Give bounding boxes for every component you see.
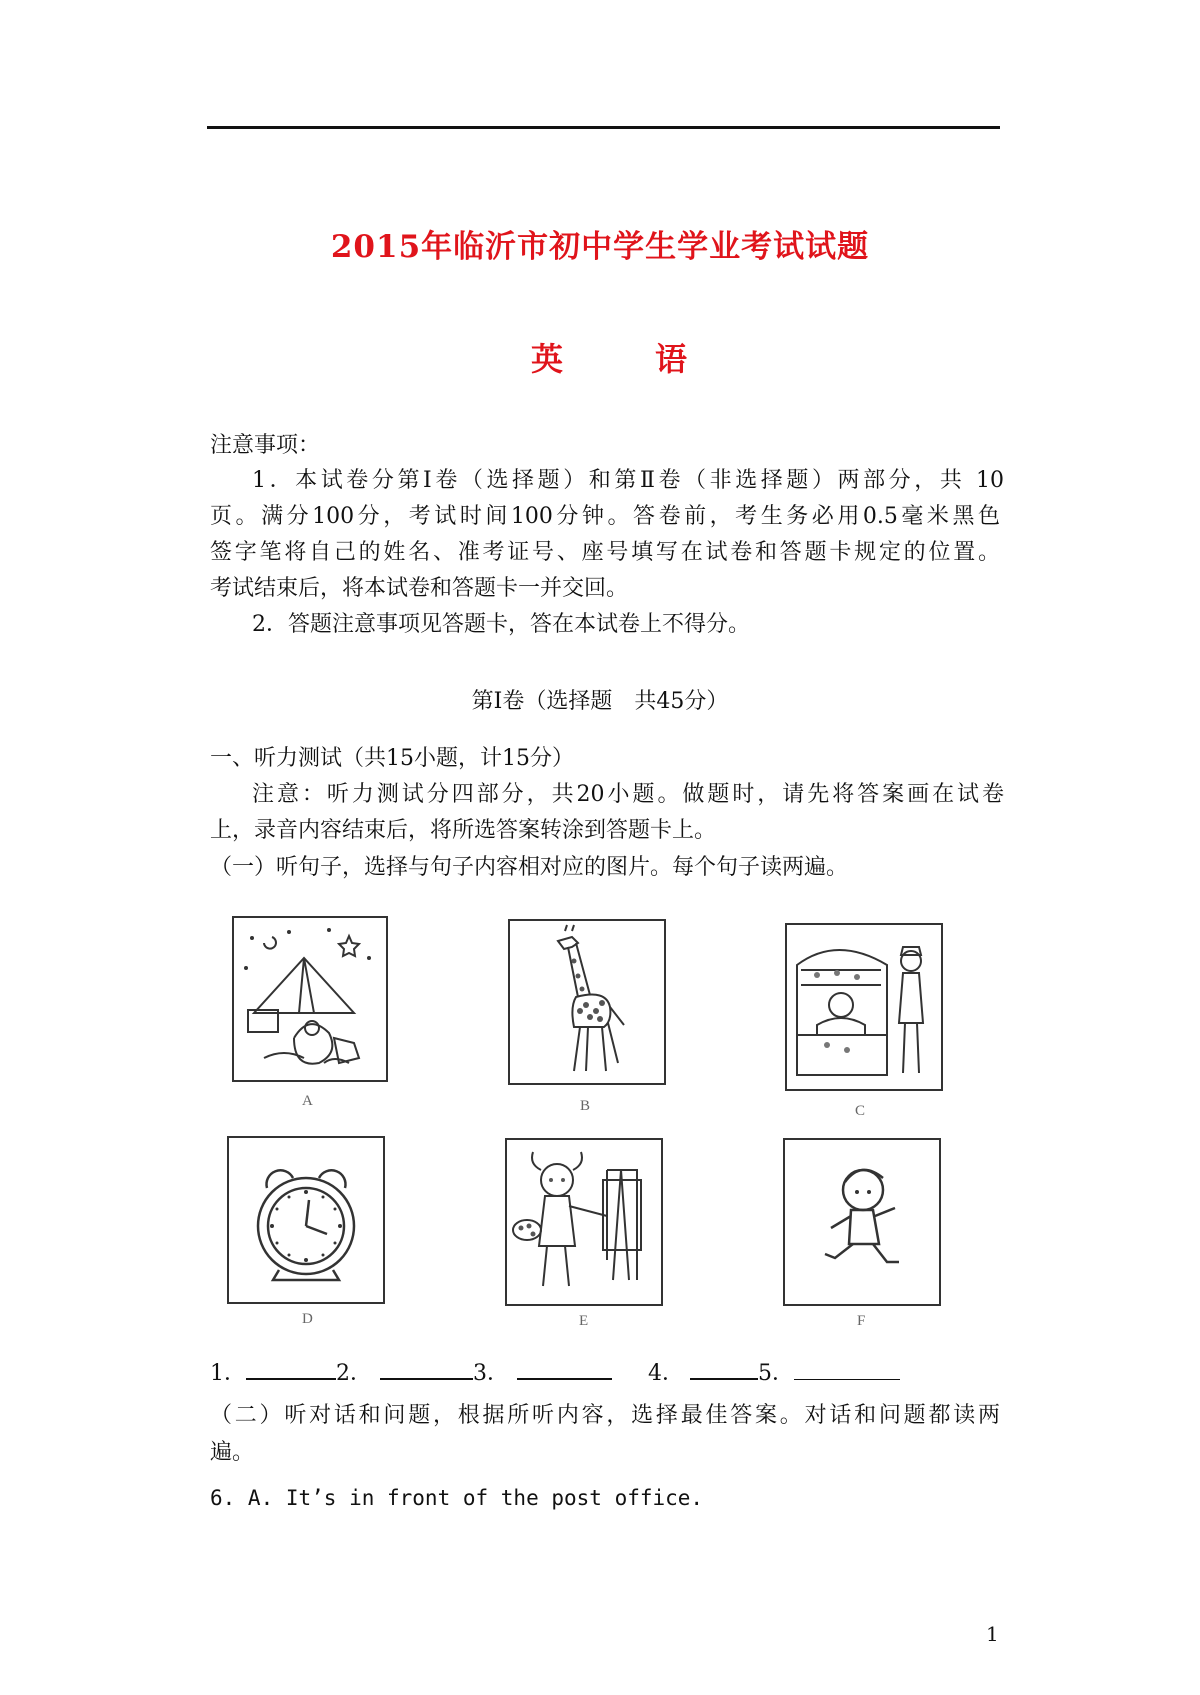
bedroom-boy-icon: [787, 925, 941, 1089]
answer-label-4: 4．: [648, 1361, 684, 1386]
answer-label-1: 1．: [210, 1361, 246, 1386]
answer-blanks-row: [210, 1356, 900, 1387]
sub1-instruction: （一）听句子，选择与句子内容相对应的图片。每个句子读两遍。: [210, 855, 849, 880]
picture-e-label: E: [579, 1313, 589, 1329]
picture-d[interactable]: [227, 1136, 385, 1304]
answer-blank-1[interactable]: [246, 1358, 336, 1380]
picture-f[interactable]: [783, 1138, 941, 1306]
picture-a-label: A: [302, 1093, 313, 1109]
picture-d-label: D: [302, 1311, 313, 1327]
camping-tent-icon: [234, 918, 386, 1080]
girl-painting-icon: [507, 1140, 661, 1304]
alarm-clock-icon: [229, 1138, 383, 1302]
notice-item-1-line-2: 页。满分100分，考试时间100分钟。答卷前，考生务必用0.5毫米黑色: [210, 504, 1000, 529]
picture-a[interactable]: [232, 916, 388, 1082]
notice-item-1-line-1: 1．本试卷分第Ⅰ卷（选择题）和第Ⅱ卷（非选择题）两部分，共 10: [252, 468, 1004, 493]
giraffe-icon: [510, 921, 664, 1083]
notice-item-1-line-3: 签字笔将自己的姓名、准考证号、座号填写在试卷和答题卡规定的位置。: [210, 540, 1000, 565]
picture-b[interactable]: [508, 919, 666, 1085]
exam-title: 2015年临沂市初中学生学业考试试题: [330, 229, 870, 265]
picture-c-label: C: [855, 1103, 866, 1119]
picture-e[interactable]: [505, 1138, 663, 1306]
answer-label-5: 5．: [758, 1361, 794, 1386]
section1-note-line-2: 上，录音内容结束后，将所选答案转涂到答题卡上。: [210, 818, 717, 843]
notice-heading: 注意事项：: [210, 433, 321, 458]
answer-blank-3[interactable]: [517, 1358, 612, 1380]
question-6-option-a: 6. A. It’s in front of the post office.: [210, 1486, 704, 1510]
picture-c[interactable]: [785, 923, 943, 1091]
answer-blank-5[interactable]: [794, 1359, 900, 1380]
section1-note-line-1: 注意：听力测试分四部分，共20小题。做题时，请先将答案画在试卷: [252, 782, 1004, 807]
top-rule: [207, 126, 1000, 129]
notice-item-2: 2．答题注意事项见答题卡，答在本试卷上不得分。: [252, 612, 750, 637]
picture-f-label: F: [857, 1313, 866, 1329]
picture-b-label: B: [580, 1098, 591, 1114]
part1-heading: 第Ⅰ卷（选择题 共45分）: [471, 689, 729, 714]
section1-heading: 一、听力测试（共15小题，计15分）: [210, 746, 574, 771]
answer-label-2: 2．: [336, 1361, 372, 1386]
answer-blank-2[interactable]: [380, 1358, 473, 1380]
sub2-instruction-line-1: （二）听对话和问题，根据所听内容，选择最佳答案。对话和问题都读两: [210, 1403, 1000, 1428]
answer-label-3: 3．: [473, 1361, 509, 1386]
notice-item-1-line-4: 考试结束后，将本试卷和答题卡一并交回。: [210, 576, 629, 601]
boy-running-icon: [785, 1140, 939, 1304]
answer-blank-4[interactable]: [690, 1358, 758, 1380]
page-number: 1: [986, 1622, 999, 1646]
sub2-instruction-line-2: 遍。: [210, 1440, 255, 1465]
subject-title: 英 语: [530, 340, 717, 378]
